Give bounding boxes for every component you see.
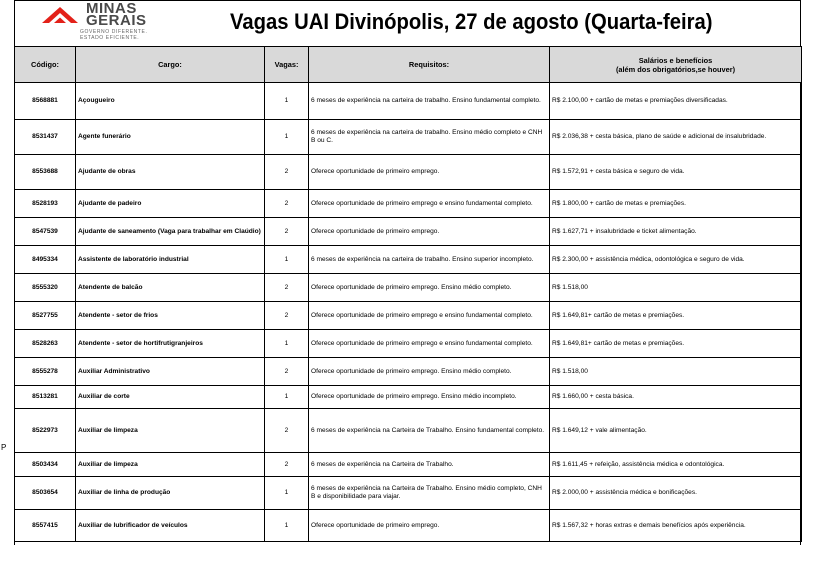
- header-salarios: [550, 47, 802, 83]
- header-cargo: Cargo:: [76, 47, 265, 83]
- table-row: [15, 246, 802, 274]
- row-cargo: Açougueiro: [76, 83, 265, 120]
- table-row: [15, 302, 802, 330]
- row-cargo: Auxiliar de limpeza: [76, 453, 265, 477]
- row-vagas: 2: [265, 155, 309, 190]
- row-codigo: 8557415: [15, 510, 76, 542]
- header-vagas: Vagas:: [265, 47, 309, 83]
- stray-mark: P: [1, 443, 7, 452]
- row-codigo: 8528263: [15, 330, 76, 358]
- row-cargo: Atendente - setor de hortifrutigranjeiros: [76, 330, 265, 358]
- logo-tagline-2: ESTADO EFICIENTE.: [80, 35, 140, 41]
- table-row: [15, 330, 802, 358]
- row-vagas: 1: [265, 120, 309, 155]
- row-cargo: Ajudante de saneamento (Vaga para trabalhar em Claúdio): [76, 218, 265, 246]
- row-vagas: 1: [265, 83, 309, 120]
- row-cargo: Ajudante de padeiro: [76, 190, 265, 218]
- row-codigo: 8503654: [15, 477, 76, 510]
- row-requisitos: Oferece oportunidade de primeiro emprego e ensino fundamental completo.: [309, 190, 550, 218]
- row-requisitos: 6 meses de experiência na Carteira de Trabalho. Ensino fundamental completo.: [309, 409, 550, 453]
- row-salario: R$ 2.036,38 + cesta básica, plano de saúde e adicional de insalubridade.: [550, 120, 802, 155]
- header-requisitos: Requisitos:: [309, 47, 550, 83]
- row-vagas: 2: [265, 409, 309, 453]
- table-row: [15, 409, 802, 453]
- row-vagas: 1: [265, 510, 309, 542]
- row-codigo: 8547539: [15, 218, 76, 246]
- row-vagas: 1: [265, 386, 309, 409]
- minas-gerais-logo: [40, 0, 185, 41]
- row-requisitos: 6 meses de experiência na Carteira de Trabalho. Ensino médio completo, CNH B e disponibilidade para viajar.: [309, 477, 550, 510]
- row-codigo: 8503434: [15, 453, 76, 477]
- row-salario: R$ 2.100,00 + cartão de metas e premiações diversificadas.: [550, 83, 802, 120]
- row-vagas: 2: [265, 358, 309, 386]
- row-requisitos: Oferece oportunidade de primeiro emprego.: [309, 155, 550, 190]
- logo-tagline-1: GOVERNO DIFERENTE.: [80, 29, 148, 35]
- table-row: [15, 83, 802, 120]
- row-cargo: Ajudante de obras: [76, 155, 265, 190]
- row-requisitos: 6 meses de experiência na carteira de trabalho. Ensino fundamental completo.: [309, 83, 550, 120]
- triangle-logo-icon: [40, 5, 80, 25]
- row-codigo: 8528193: [15, 190, 76, 218]
- table-row: [15, 218, 802, 246]
- table-row: [15, 274, 802, 302]
- row-requisitos: Oferece oportunidade de primeiro emprego.: [309, 510, 550, 542]
- table-row: [15, 155, 802, 190]
- row-vagas: 1: [265, 477, 309, 510]
- row-vagas: 2: [265, 302, 309, 330]
- row-vagas: 2: [265, 274, 309, 302]
- table-row: [15, 190, 802, 218]
- row-requisitos: 6 meses de experiência na carteira de trabalho. Ensino médio completo e CNH B ou C.: [309, 120, 550, 155]
- row-vagas: 2: [265, 453, 309, 477]
- row-codigo: 8522973: [15, 409, 76, 453]
- row-salario: R$ 1.518,00: [550, 358, 802, 386]
- table-row: [15, 510, 802, 542]
- table-row: [15, 386, 802, 409]
- row-cargo: Atendente de balcão: [76, 274, 265, 302]
- header-salarios-line1: Salários e benefícios: [638, 55, 713, 65]
- row-salario: R$ 1.660,00 + cesta básica.: [550, 386, 802, 409]
- logo-line-2: GERAIS: [86, 12, 147, 29]
- page-title: Vagas UAI Divinópolis, 27 de agosto (Quarta-feira): [230, 9, 713, 34]
- table-row: [15, 120, 802, 155]
- row-codigo: 8568881: [15, 83, 76, 120]
- row-codigo: 8495334: [15, 246, 76, 274]
- row-cargo: Auxiliar de lubrificador de veículos: [76, 510, 265, 542]
- row-salario: R$ 1.800,00 + cartão de metas e premiações.: [550, 190, 802, 218]
- row-requisitos: Oferece oportunidade de primeiro emprego. Ensino médio completo.: [309, 274, 550, 302]
- row-cargo: Agente funerário: [76, 120, 265, 155]
- row-salario: R$ 1.649,12 + vale alimentação.: [550, 409, 802, 453]
- table-row: [15, 453, 802, 477]
- row-requisitos: Oferece oportunidade de primeiro emprego. Ensino médio completo.: [309, 358, 550, 386]
- row-requisitos: 6 meses de experiência na carteira de trabalho. Ensino superior incompleto.: [309, 246, 550, 274]
- row-cargo: Auxiliar de corte: [76, 386, 265, 409]
- row-salario: R$ 2.300,00 + assistência médica, odontológica e seguro de vida.: [550, 246, 802, 274]
- row-salario: R$ 1.567,32 + horas extras e demais benefícios após experiência.: [550, 510, 802, 542]
- jobs-table: [14, 46, 802, 542]
- row-salario: R$ 1.649,81+ cartão de metas e premiações.: [550, 330, 802, 358]
- row-requisitos: Oferece oportunidade de primeiro emprego e ensino fundamental completo.: [309, 302, 550, 330]
- table-row: [15, 358, 802, 386]
- row-codigo: 8531437: [15, 120, 76, 155]
- row-cargo: Assistente de laboratório industrial: [76, 246, 265, 274]
- row-codigo: 8527755: [15, 302, 76, 330]
- row-vagas: 2: [265, 190, 309, 218]
- table-header-row: [15, 47, 802, 83]
- row-salario: R$ 1.572,91 + cesta básica e seguro de vida.: [550, 155, 802, 190]
- row-salario: R$ 2.000,00 + assistência médica e bonificações.: [550, 477, 802, 510]
- row-cargo: Auxiliar de linha de produção: [76, 477, 265, 510]
- row-vagas: 1: [265, 330, 309, 358]
- row-codigo: 8553688: [15, 155, 76, 190]
- row-salario: R$ 1.518,00: [550, 274, 802, 302]
- row-cargo: Auxiliar Administrativo: [76, 358, 265, 386]
- row-codigo: 8555320: [15, 274, 76, 302]
- row-cargo: Atendente - setor de frios: [76, 302, 265, 330]
- logo-tagline: [80, 29, 180, 41]
- document-header: [14, 1, 800, 46]
- row-cargo: Auxiliar de limpeza: [76, 409, 265, 453]
- row-requisitos: Oferece oportunidade de primeiro emprego e ensino fundamental completo.: [309, 330, 550, 358]
- row-salario: R$ 1.627,71 + insalubridade e ticket alimentação.: [550, 218, 802, 246]
- row-requisitos: 6 meses de experiência na Carteira de Trabalho.: [309, 453, 550, 477]
- header-codigo: Código:: [15, 47, 76, 83]
- logo-wordmark: [86, 0, 147, 29]
- row-salario: R$ 1.649,81+ cartão de metas e premiações.: [550, 302, 802, 330]
- jobs-table-body: [15, 83, 802, 542]
- row-vagas: 2: [265, 218, 309, 246]
- table-row: [15, 477, 802, 510]
- row-codigo: 8513281: [15, 386, 76, 409]
- row-codigo: 8555278: [15, 358, 76, 386]
- logo-line-1: MINAS: [86, 0, 137, 17]
- row-requisitos: Oferece oportunidade de primeiro emprego.: [309, 218, 550, 246]
- row-vagas: 1: [265, 246, 309, 274]
- row-requisitos: Oferece oportunidade de primeiro emprego. Ensino médio incompleto.: [309, 386, 550, 409]
- row-salario: R$ 1.611,45 + refeição, assistência médica e odontológica.: [550, 453, 802, 477]
- header-salarios-line2: (além dos obrigatórios,se houver): [615, 64, 736, 74]
